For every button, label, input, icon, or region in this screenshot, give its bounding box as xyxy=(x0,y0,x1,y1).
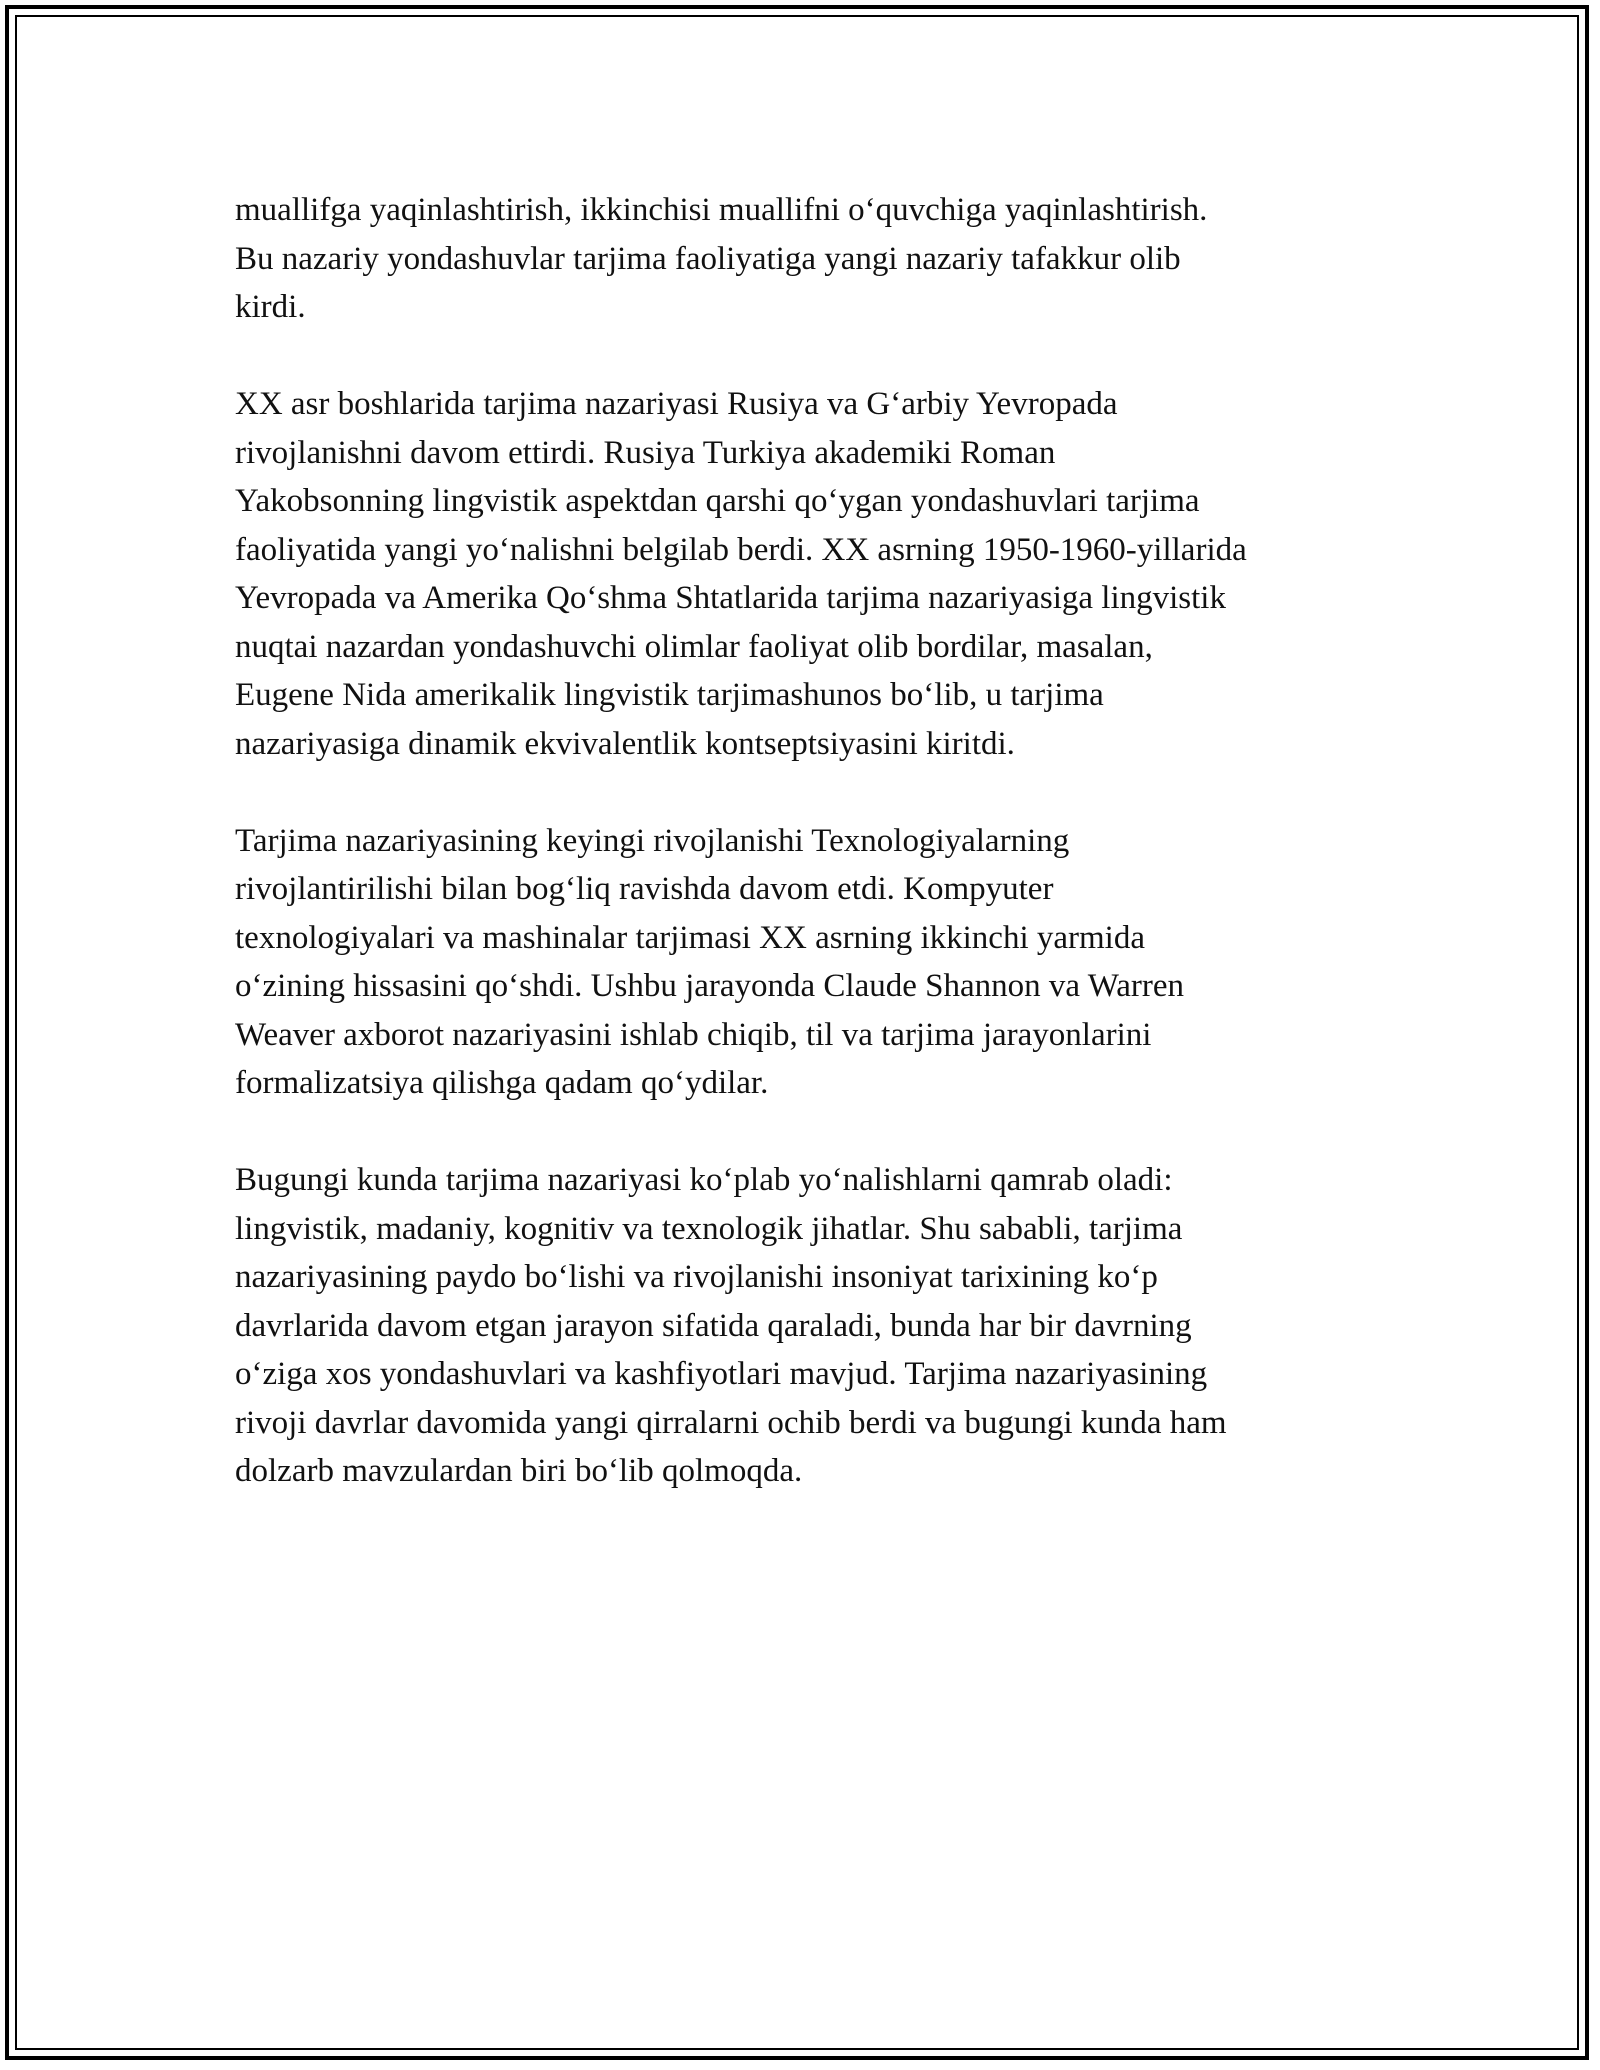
paragraph-line: lingvistik, madaniy, kognitiv va texnologik jihatlar. Shu sababli, tarjima xyxy=(235,1210,1183,1247)
paragraph-line: o‘zining hissasini qo‘shdi. Ushbu jarayonda Claude Shannon va Warren xyxy=(235,968,1184,1004)
paragraph-line: Bu nazariy yondashuvlar tarjima faoliyatiga yangi nazariy tafakkur olib xyxy=(235,240,1181,277)
paragraph-line: Eugene Nida amerikalik lingvistik tarjimashunos bo‘lib, u tarjima xyxy=(235,677,1104,713)
paragraph-line: nuqtai nazardan yondashuvchi olimlar faoliyat olib bordilar, masalan, xyxy=(235,628,1153,665)
paragraph-line: faoliyatida yangi yo‘nalishni belgilab berdi. XX asrning 1950-1960-yillarida xyxy=(235,531,1247,568)
paragraph-line: kirdi. xyxy=(235,289,306,325)
paragraph-line: Bugungi kunda tarjima nazariyasi ko‘plab yo‘nalishlarni qamrab oladi: xyxy=(235,1162,1173,1198)
paragraph-line: nazariyasiga dinamik ekvivalentlik kontseptsiyasini kiritdi. xyxy=(235,725,1015,762)
paragraph-line: Yevropada va Amerika Qo‘shma Shtatlarida tarjima nazariyasiga lingvistik xyxy=(235,580,1226,616)
paragraph-line: Yakobsonning lingvistik aspektdan qarshi qo‘ygan yondashuvlari tarjima xyxy=(235,483,1200,519)
paragraph-line: nazariyasining paydo bo‘lishi va rivojlanishi insoniyat tarixining ko‘p xyxy=(235,1259,1158,1295)
paragraph-line: muallifga yaqinlashtirish, ikkinchisi muallifni o‘quvchiga yaqinlashtirish. xyxy=(235,192,1208,228)
paragraph-line: Weaver axborot nazariyasini ishlab chiqib, til va tarjima jarayonlarini xyxy=(235,1016,1152,1053)
paragraph-line: rivoji davrlar davomida yangi qirralarni ochib berdi va bugungi kunda ham xyxy=(235,1404,1227,1441)
paragraph-line: rivojlantirilishi bilan bog‘liq ravishda davom etdi. Kompyuter xyxy=(235,871,1054,907)
paragraph-line: XX asr boshlarida tarjima nazariyasi Rusiya va G‘arbiy Yevropada xyxy=(235,386,1118,422)
paragraph-line: Tarjima nazariyasining keyingi rivojlanishi Texnologiyalarning xyxy=(235,822,1070,859)
paragraph-line: davrlarida davom etgan jarayon sifatida qaraladi, bunda har bir davrning xyxy=(235,1307,1192,1344)
paragraph-2 xyxy=(235,380,1385,768)
paragraph-line: dolzarb mavzulardan biri bo‘lib qolmoqda. xyxy=(235,1453,803,1489)
paragraph-line: o‘ziga xos yondashuvlari va kashfiyotlari mavjud. Tarjima nazariyasining xyxy=(235,1356,1208,1392)
paragraph-1 xyxy=(235,186,1385,332)
paragraph-3 xyxy=(235,817,1385,1108)
paragraph-line: texnologiyalari va mashinalar tarjimasi XX asrning ikkinchi yarmida xyxy=(235,919,1145,956)
paragraph-line: formalizatsiya qilishga qadam qo‘ydilar. xyxy=(235,1065,769,1101)
document-body xyxy=(235,186,1385,1544)
paragraph-line: rivojlanishni davom ettirdi. Rusiya Turkiya akademiki Roman xyxy=(235,434,1056,471)
paragraph-4 xyxy=(235,1156,1385,1496)
